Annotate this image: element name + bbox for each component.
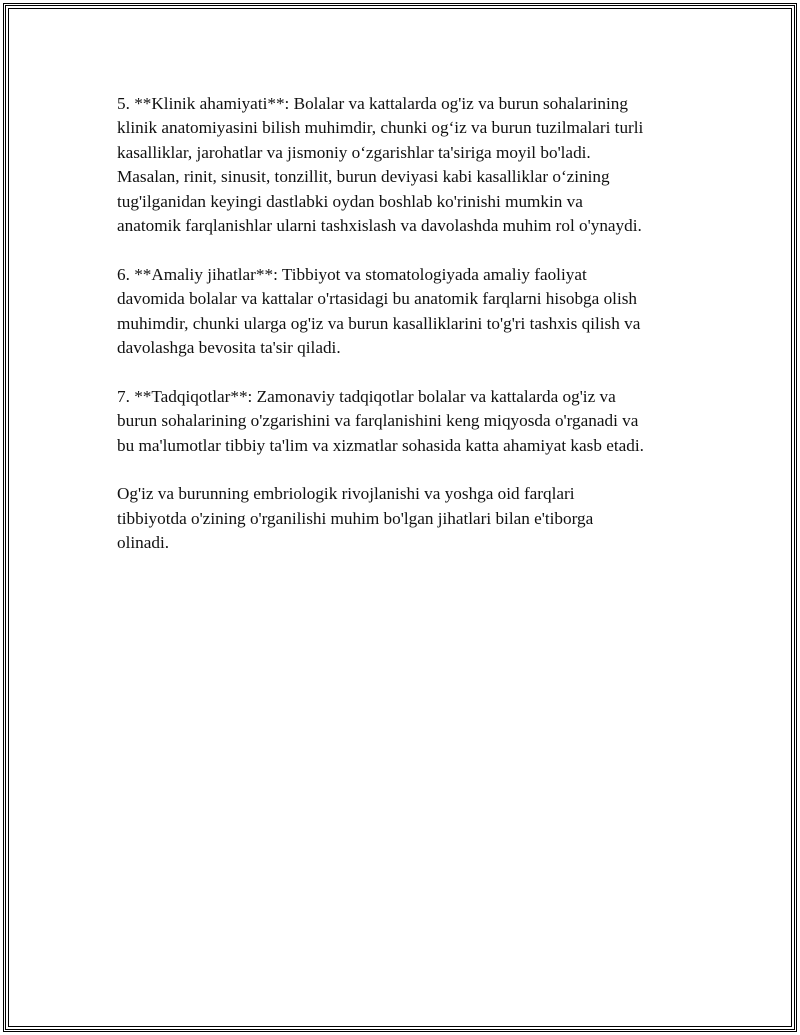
paragraph-research bbox=[117, 385, 717, 458]
text-line: muhimdir, chunki ularga og'iz va burun kasalliklarini to'g'ri tashxis qilish va bbox=[117, 313, 641, 333]
text-line: kasalliklar, jarohatlar va jismoniy o‘zgarishlar ta'siriga moyil bo'ladi. bbox=[117, 142, 591, 162]
text-line: 7. **Tadqiqotlar**: Zamonaviy tadqiqotlar bolalar va kattalarda og'iz va bbox=[117, 386, 616, 406]
text-line: bu ma'lumotlar tibbiy ta'lim va xizmatlar sohasida katta ahamiyat kasb etadi. bbox=[117, 435, 644, 455]
text-line: davomida bolalar va kattalar o'rtasidagi bu anatomik farqlarni hisobga olish bbox=[117, 289, 637, 309]
text-line: 6. **Amaliy jihatlar**: Tibbiyot va stomatologiyada amaliy faoliyat bbox=[117, 264, 587, 284]
text-line: anatomik farqlanishlar ularni tashxislash va davolashda muhim rol o'ynaydi. bbox=[117, 216, 642, 236]
text-line: klinik anatomiyasini bilish muhimdir, chunki og‘iz va burun tuzilmalari turli bbox=[117, 118, 644, 138]
text-line: 5. **Klinik ahamiyati**: Bolalar va kattalarda og'iz va burun sohalarining bbox=[117, 94, 628, 113]
text-line: tibbiyotda o'zining o'rganilishi muhim bo'lgan jihatlari bilan e'tiborga bbox=[117, 508, 594, 528]
document-body bbox=[117, 92, 717, 580]
text-line: burun sohalarining o'zgarishini va farqlanishini keng miqyosda o'rganadi va bbox=[117, 411, 639, 431]
text-line: Og'iz va burunning embriologik rivojlanishi va yoshga oid farqlari bbox=[117, 484, 575, 504]
text-line: Masalan, rinit, sinusit, tonzillit, burun deviyasi kabi kasalliklar o‘zining bbox=[117, 167, 610, 187]
text-line: tug'ilganidan keyingi dastlabki oydan boshlab ko'rinishi mumkin va bbox=[117, 191, 583, 211]
paragraph-conclusion bbox=[117, 482, 717, 555]
text-line: olinadi. bbox=[117, 533, 170, 553]
paragraph-practical-aspects bbox=[117, 263, 717, 361]
text-line: davolashga bevosita ta'sir qiladi. bbox=[117, 338, 341, 358]
paragraph-clinical-significance bbox=[117, 92, 717, 238]
